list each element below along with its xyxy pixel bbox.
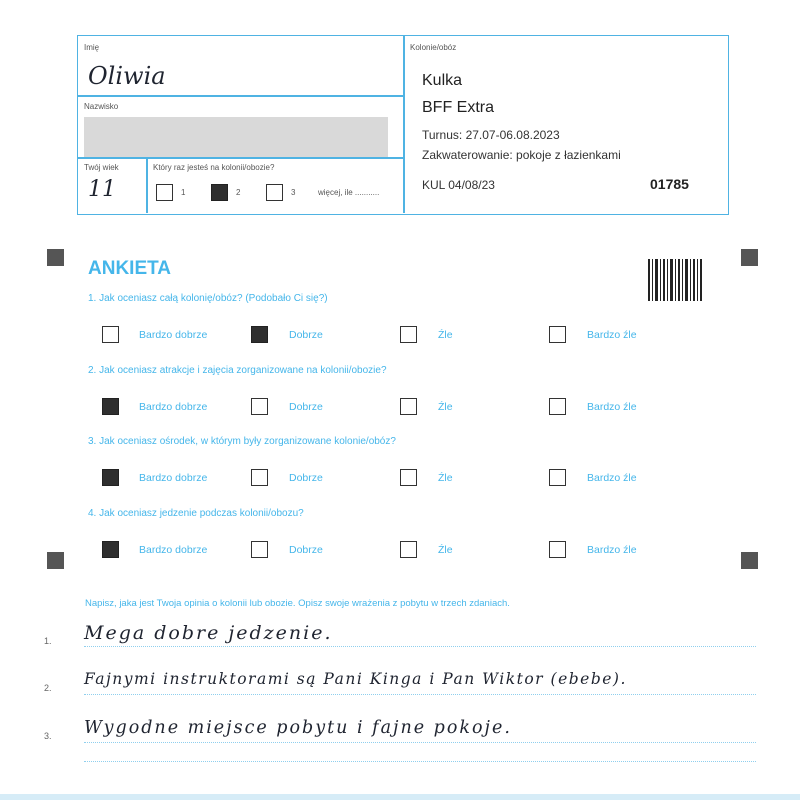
header-divider-name [78,95,403,97]
opinion-line-extra-dotted [84,761,756,762]
age-label: Twój wiek [84,163,119,172]
opinion-line-3-dotted [84,742,756,743]
q2-option-zle-label: Źle [438,401,453,413]
q3-option-zle-checkbox[interactable] [400,469,417,486]
q4-option-bardzo-dobrze-label: Bardzo dobrze [139,544,208,556]
q2-option-bardzo-zle-label: Bardzo źle [587,401,637,413]
q4-option-bardzo-dobrze-checkbox[interactable] [102,541,119,558]
name-label: Imię [84,43,100,52]
opinion-line-2-number: 2. [44,683,52,693]
q3-option-bardzo-dobrze-checkbox[interactable] [102,469,119,486]
q1-option-bardzo-dobrze-checkbox[interactable] [102,326,119,343]
registration-marker-bottom-left [47,552,64,569]
registration-marker-top-right [741,249,758,266]
camp-code: KUL 04/08/23 [422,178,495,192]
q1-option-zle-checkbox[interactable] [400,326,417,343]
q3-option-dobrze-label: Dobrze [289,472,323,484]
q1-option-bardzo-zle-checkbox[interactable] [549,326,566,343]
q3-option-dobrze-checkbox[interactable] [251,469,268,486]
q4-option-zle-label: Źle [438,544,453,556]
times-option-3-label: 3 [291,188,296,197]
question-1-text: 1. Jak oceniasz całą kolonię/obóz? (Podobało Ci się?) [88,293,328,304]
times-option-2-checkbox[interactable] [211,184,228,201]
times-option-2-label: 2 [236,188,241,197]
times-option-3-checkbox[interactable] [266,184,283,201]
camp-accommodation: Zakwaterowanie: pokoje z łazienkami [422,148,621,162]
registration-marker-bottom-right [741,552,758,569]
question-2-text: 2. Jak oceniasz atrakcje i zajęcia zorganizowane na kolonii/obozie? [88,365,387,376]
q3-option-bardzo-zle-checkbox[interactable] [549,469,566,486]
question-4-text: 4. Jak oceniasz jedzenie podczas kolonii/obozu? [88,508,304,519]
q2-option-dobrze-label: Dobrze [289,401,323,413]
times-option-more-label: więcej, ile ........... [318,188,380,197]
header-divider-vertical [403,36,405,213]
camp-label: Kolonie/obóz [410,43,457,52]
question-3-text: 3. Jak oceniasz ośrodek, w którym były zorganizowane kolonie/obóz? [88,436,396,447]
q4-option-bardzo-zle-checkbox[interactable] [549,541,566,558]
barcode-icon [648,259,702,301]
q2-option-zle-checkbox[interactable] [400,398,417,415]
opinion-line-3-number: 3. [44,731,52,741]
q1-option-bardzo-zle-label: Bardzo źle [587,329,637,341]
opinion-line-2-dotted [84,694,756,695]
surname-redacted [84,117,388,157]
q1-option-dobrze-label: Dobrze [289,329,323,341]
opinion-prompt: Napisz, jaka jest Twoja opinia o kolonii lub obozie. Opisz swoje wrażenia z pobytu w trzech zdaniach. [85,598,510,609]
q3-option-zle-label: Źle [438,472,453,484]
camp-number: 01785 [650,176,689,192]
opinion-line-3-text[interactable]: Wygodne miejsce pobytu i fajne pokoje. [84,718,512,738]
q4-option-bardzo-zle-label: Bardzo źle [587,544,637,556]
q1-option-bardzo-dobrze-label: Bardzo dobrze [139,329,208,341]
q3-option-bardzo-zle-label: Bardzo źle [587,472,637,484]
q2-option-dobrze-checkbox[interactable] [251,398,268,415]
opinion-line-2-text[interactable]: Fajnymi instruktorami są Pani Kinga i Pan Wiktor (ebebe). [84,670,627,688]
q4-option-dobrze-label: Dobrze [289,544,323,556]
opinion-line-1-text[interactable]: Mega dobre jedzenie. [84,622,333,644]
q1-option-zle-label: Źle [438,329,453,341]
camp-turnus: Turnus: 27.07-06.08.2023 [422,128,560,142]
q1-option-dobrze-checkbox[interactable] [251,326,268,343]
header-divider-age [146,158,148,213]
q3-option-bardzo-dobrze-label: Bardzo dobrze [139,472,208,484]
q2-option-bardzo-dobrze-label: Bardzo dobrze [139,401,208,413]
surname-label: Nazwisko [84,102,119,111]
q2-option-bardzo-dobrze-checkbox[interactable] [102,398,119,415]
times-label: Który raz jesteś na kolonii/obozie? [153,163,275,172]
camp-program: BFF Extra [422,99,495,116]
q4-option-dobrze-checkbox[interactable] [251,541,268,558]
age-value[interactable]: 11 [88,177,116,202]
header-divider-surname [78,157,403,159]
q4-option-zle-checkbox[interactable] [400,541,417,558]
times-option-1-label: 1 [181,188,186,197]
opinion-line-1-number: 1. [44,636,52,646]
camp-name: Kulka [422,72,463,89]
bottom-border [0,794,800,800]
name-value[interactable]: Oliwia [88,62,166,90]
opinion-line-1-dotted [84,646,756,647]
q2-option-bardzo-zle-checkbox[interactable] [549,398,566,415]
registration-marker-top-left [47,249,64,266]
times-option-1-checkbox[interactable] [156,184,173,201]
survey-title: ANKIETA [88,258,172,279]
